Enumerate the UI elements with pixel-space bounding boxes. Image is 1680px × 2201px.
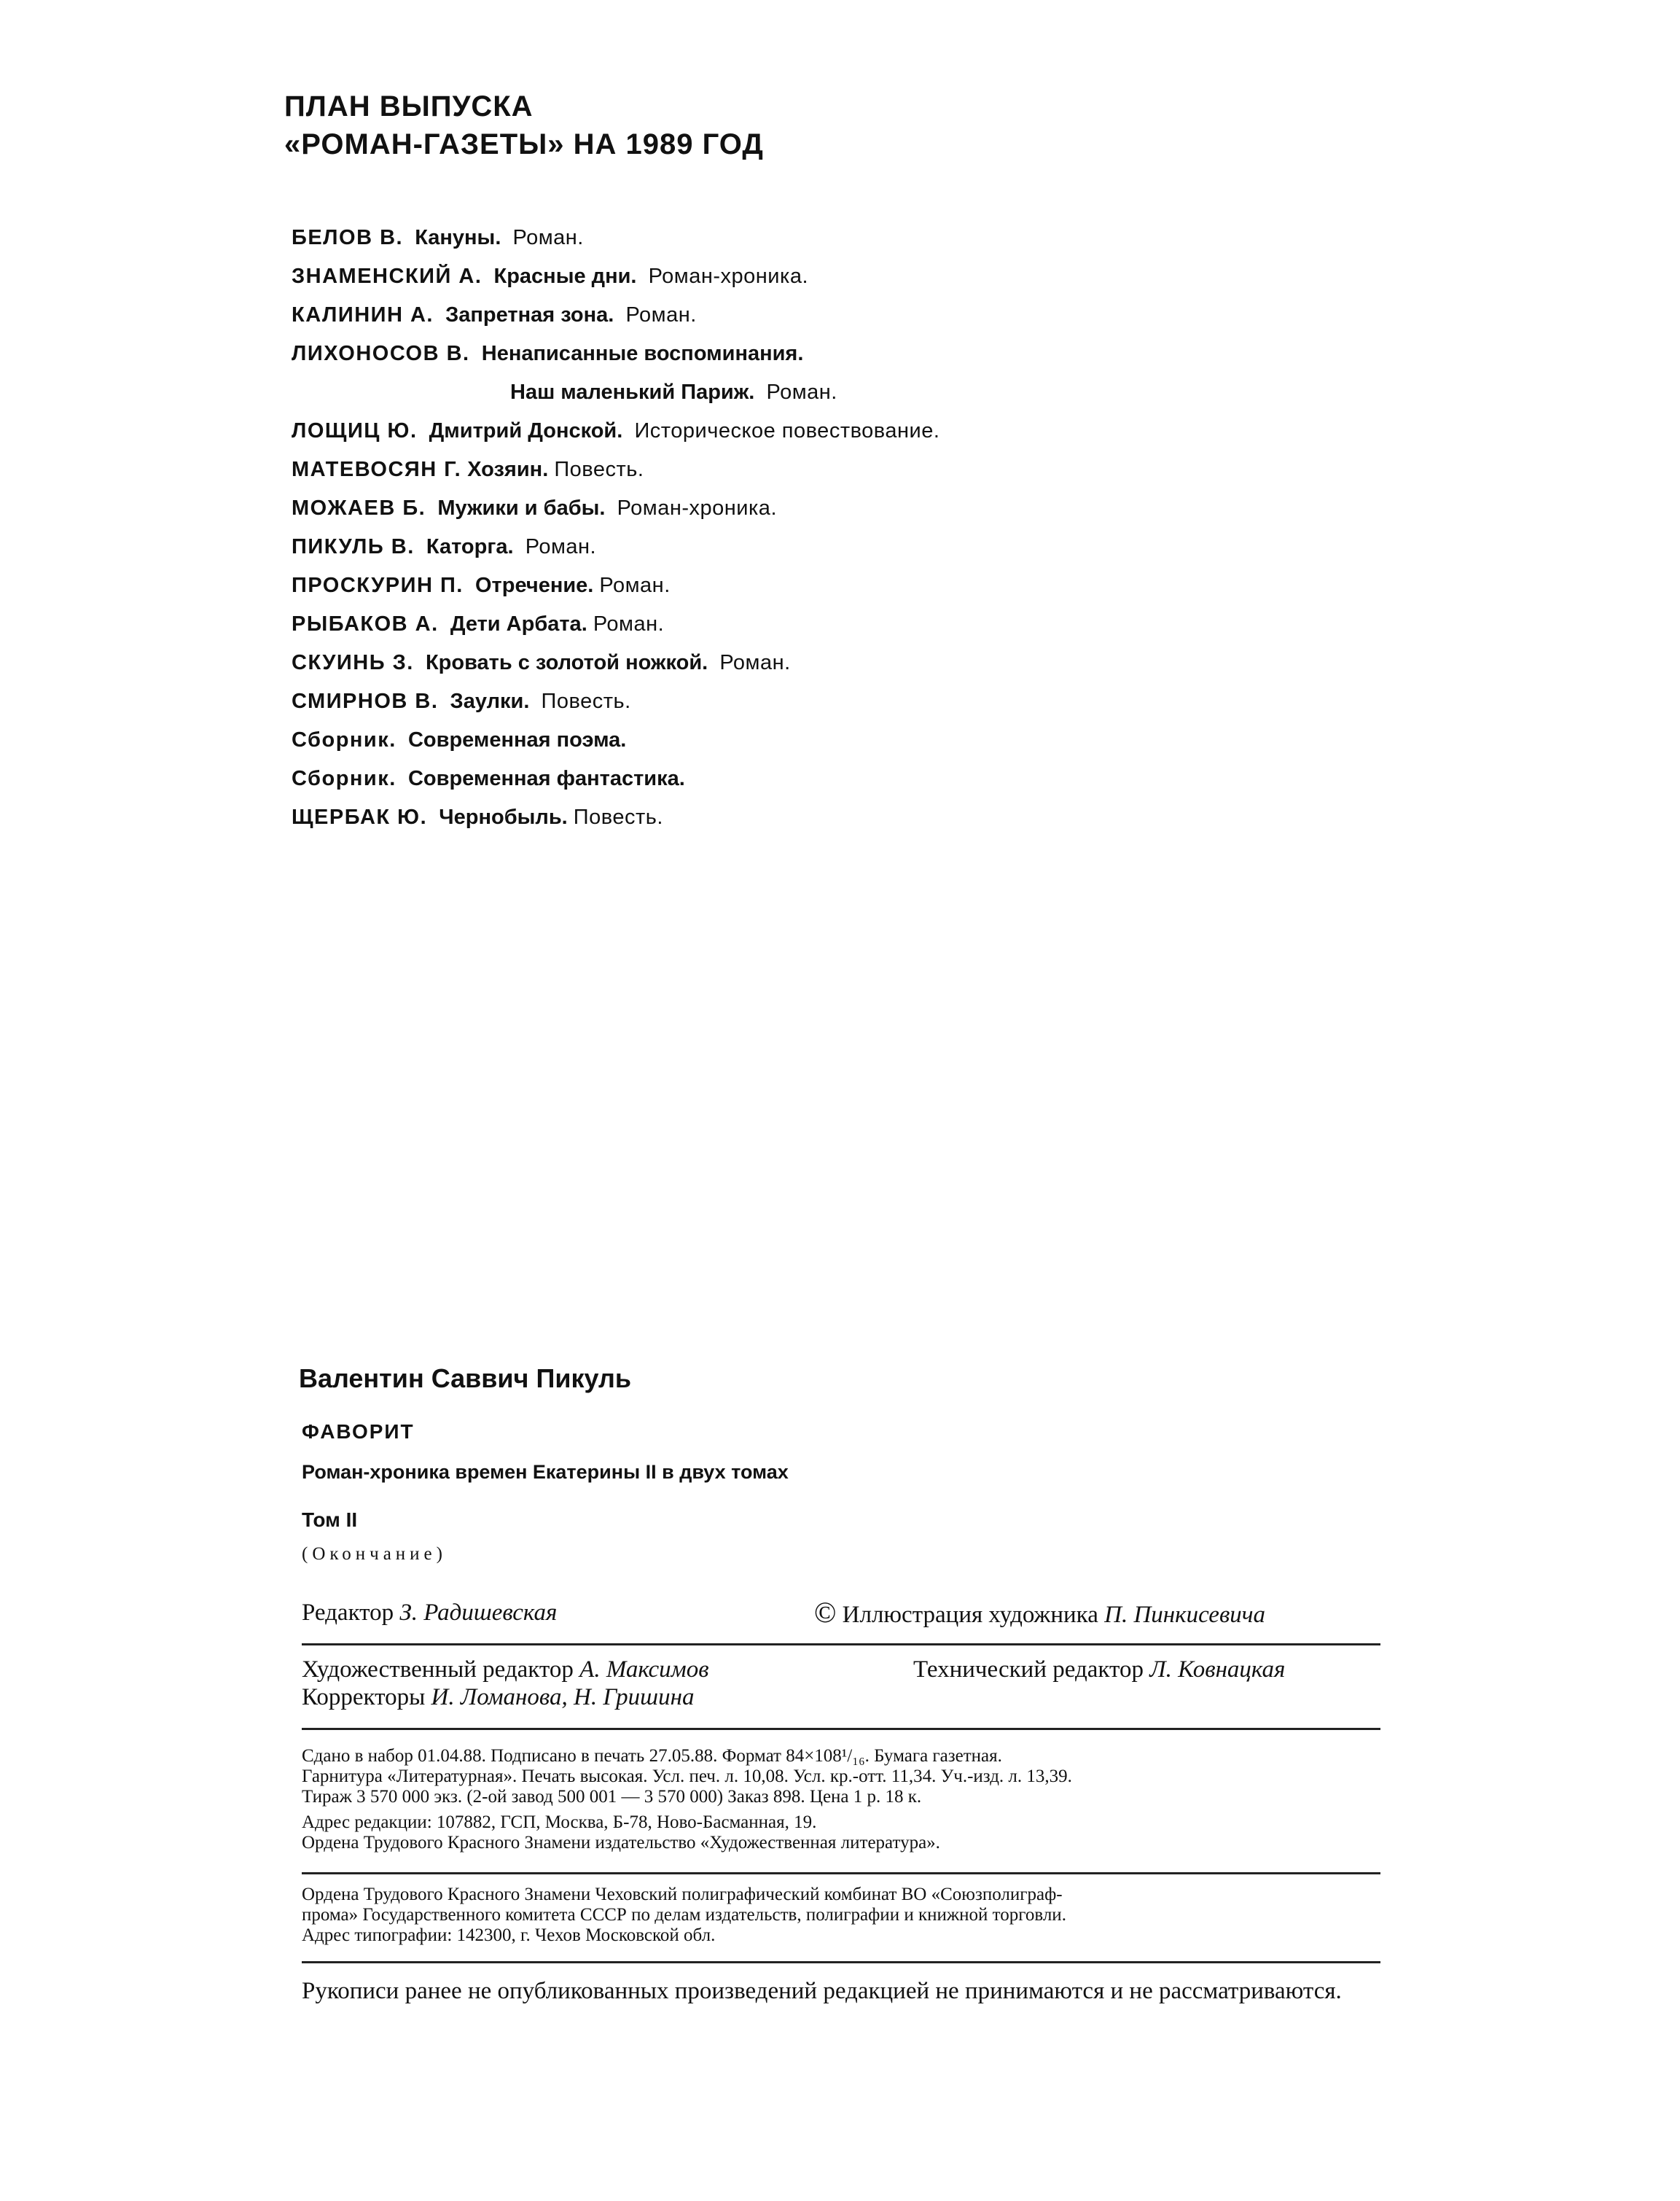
- plan-header-line2: «РОМАН-ГАЗЕТЫ» НА 1989 ГОД: [284, 128, 764, 160]
- plan-work: Красные дни.: [493, 265, 637, 288]
- plan-work: Дмитрий Донской.: [429, 419, 623, 443]
- plan-list: [292, 219, 939, 837]
- plan-item: [292, 798, 939, 837]
- plan-genre: Роман.: [625, 303, 697, 327]
- plan-genre: Роман-хроника.: [617, 496, 777, 520]
- plan-author: МАТЕВОСЯН Г.: [292, 458, 462, 481]
- editor-name: З. Радишевская: [399, 1600, 558, 1626]
- plan-work: Запретная зона.: [445, 303, 614, 327]
- proofreaders-names: И. Ломанова, Н. Гришина: [431, 1684, 695, 1710]
- plan-work: Мужики и бабы.: [437, 496, 606, 520]
- plan-genre: Роман.: [766, 381, 837, 404]
- plan-author: БЕЛОВ В.: [292, 226, 404, 249]
- plan-genre: Роман.: [593, 612, 665, 636]
- proofreaders-label: Корректоры: [302, 1684, 426, 1710]
- plan-genre: Повесть.: [541, 690, 631, 713]
- plan-author: ЗНАМЕНСКИЙ А.: [292, 265, 482, 288]
- plan-genre: Историческое повествование.: [634, 419, 940, 443]
- plan-genre: Повесть.: [554, 458, 644, 481]
- plan-work: Заулки.: [450, 690, 530, 713]
- plan-author: СМИРНОВ В.: [292, 690, 439, 713]
- plan-work: Кануны.: [415, 226, 501, 249]
- plan-item: [292, 528, 939, 566]
- book-author: Валентин Саввич Пикуль: [299, 1363, 632, 1393]
- plan-author: ЛОЩИЦ Ю.: [292, 419, 418, 443]
- plan-work: Дети Арбата.: [450, 612, 587, 636]
- imprint-line: Тираж 3 570 000 экз. (2-ой завод 500 001 — 3 570 000) Заказ 898. Цена 1 р. 18 к.: [302, 1787, 922, 1807]
- art-editor-label: Художественный редактор: [302, 1656, 574, 1683]
- plan-header: [284, 87, 764, 163]
- divider: [302, 1961, 1380, 1963]
- plan-item: [292, 489, 939, 528]
- plan-author: Сборник.: [292, 728, 396, 752]
- plan-work: Хозяин.: [467, 458, 549, 481]
- imprint-block: [302, 1746, 1072, 1807]
- plan-work: Отречение.: [474, 574, 594, 597]
- printer-line: прома» Государственного комитета СССР по делам издательств, полиграфии и книжной торговли.: [302, 1905, 1066, 1925]
- plan-genre: Роман.: [599, 574, 671, 597]
- tech-editor-credit: [913, 1656, 1285, 1683]
- plan-work: Наш маленький Париж.: [510, 381, 755, 404]
- plan-item: [292, 644, 939, 682]
- plan-item: [292, 721, 939, 760]
- book-subtitle: Роман-хроника времен Екатерины II в двух томах: [302, 1461, 789, 1483]
- copyright-icon: ©: [814, 1596, 837, 1629]
- plan-item: [292, 257, 939, 296]
- plan-work: Современная фантастика.: [407, 767, 685, 790]
- plan-item: [292, 605, 939, 644]
- plan-item: [292, 296, 939, 335]
- printer-block: [302, 1885, 1066, 1946]
- divider: [302, 1728, 1380, 1730]
- plan-work: Кровать с золотой ножкой.: [425, 651, 708, 674]
- plan-item: [292, 566, 939, 605]
- manuscript-notice: Рукописи ранее не опубликованных произведений редакцией не принимаются и не рассматриваются.: [302, 1978, 1342, 2004]
- plan-author: ПИКУЛЬ В.: [292, 535, 415, 558]
- plan-work: Чернобыль.: [439, 806, 568, 829]
- printer-line: Ордена Трудового Красного Знамени Чеховский полиграфический комбинат ВО «Союзполиграф-: [302, 1885, 1063, 1904]
- plan-genre: Роман.: [719, 651, 791, 674]
- printer-line: Адрес типографии: 142300, г. Чехов Московской обл.: [302, 1925, 716, 1945]
- plan-item: [292, 760, 939, 798]
- plan-item-continuation: [292, 373, 939, 412]
- plan-work: Каторга.: [426, 535, 514, 558]
- plan-genre: Роман-хроника.: [648, 265, 809, 288]
- plan-author: Сборник.: [292, 767, 396, 790]
- imprint-line: Сдано в набор 01.04.88. Подписано в печать 27.05.88. Формат 84×108¹/₁₆. Бумага газетная.: [302, 1746, 1002, 1766]
- plan-item: [292, 219, 939, 257]
- plan-header-line1: ПЛАН ВЫПУСКА: [284, 90, 534, 122]
- book-title: ФАВОРИТ: [302, 1420, 415, 1443]
- art-editor-credit: [302, 1656, 709, 1683]
- plan-genre: Роман.: [525, 535, 597, 558]
- plan-genre: Повесть.: [573, 806, 663, 829]
- plan-author: ЛИХОНОСОВ В.: [292, 342, 470, 365]
- editorial-address-block: [302, 1812, 940, 1853]
- tech-editor-name: Л. Ковнацкая: [1149, 1656, 1286, 1683]
- editor-credit: [302, 1600, 557, 1627]
- book-note: (Окончание): [302, 1544, 447, 1564]
- plan-genre: Роман.: [512, 226, 584, 249]
- illustrator-name: П. Пинкисевича: [1104, 1602, 1266, 1628]
- imprint-line: Гарнитура «Литературная». Печать высокая. Усл. печ. л. 10,08. Усл. кр.-отт. 11,34. Уч.-изд. л. 13,39.: [302, 1766, 1072, 1786]
- plan-item: [292, 451, 939, 489]
- book-volume: Том II: [302, 1508, 358, 1531]
- illustration-credit: [814, 1595, 1265, 1629]
- plan-item: [292, 412, 939, 451]
- tech-editor-label: Технический редактор: [913, 1656, 1144, 1683]
- plan-author: КАЛИНИН А.: [292, 303, 434, 327]
- plan-author: ПРОСКУРИН П.: [292, 574, 464, 597]
- plan-item: [292, 682, 939, 721]
- plan-author: СКУИНЬ З.: [292, 651, 414, 674]
- editor-label: Редактор: [302, 1600, 394, 1626]
- plan-item: [292, 335, 939, 373]
- plan-work: Современная поэма.: [407, 728, 627, 752]
- divider: [302, 1872, 1380, 1874]
- divider: [302, 1643, 1380, 1645]
- art-editor-name: А. Максимов: [579, 1656, 709, 1683]
- editorial-address: Адрес редакции: 107882, ГСП, Москва, Б-78, Ново-Басманная, 19.: [302, 1812, 817, 1832]
- illustration-label: Иллюстрация художника: [842, 1602, 1098, 1628]
- plan-author: ЩЕРБАК Ю.: [292, 806, 428, 829]
- plan-author: МОЖАЕВ Б.: [292, 496, 426, 520]
- proofreaders-credit: [302, 1684, 694, 1711]
- plan-work: Ненаписанные воспоминания.: [481, 342, 804, 365]
- publisher-name: Ордена Трудового Красного Знамени издательство «Художественная литература».: [302, 1833, 940, 1853]
- plan-author: РЫБАКОВ А.: [292, 612, 439, 636]
